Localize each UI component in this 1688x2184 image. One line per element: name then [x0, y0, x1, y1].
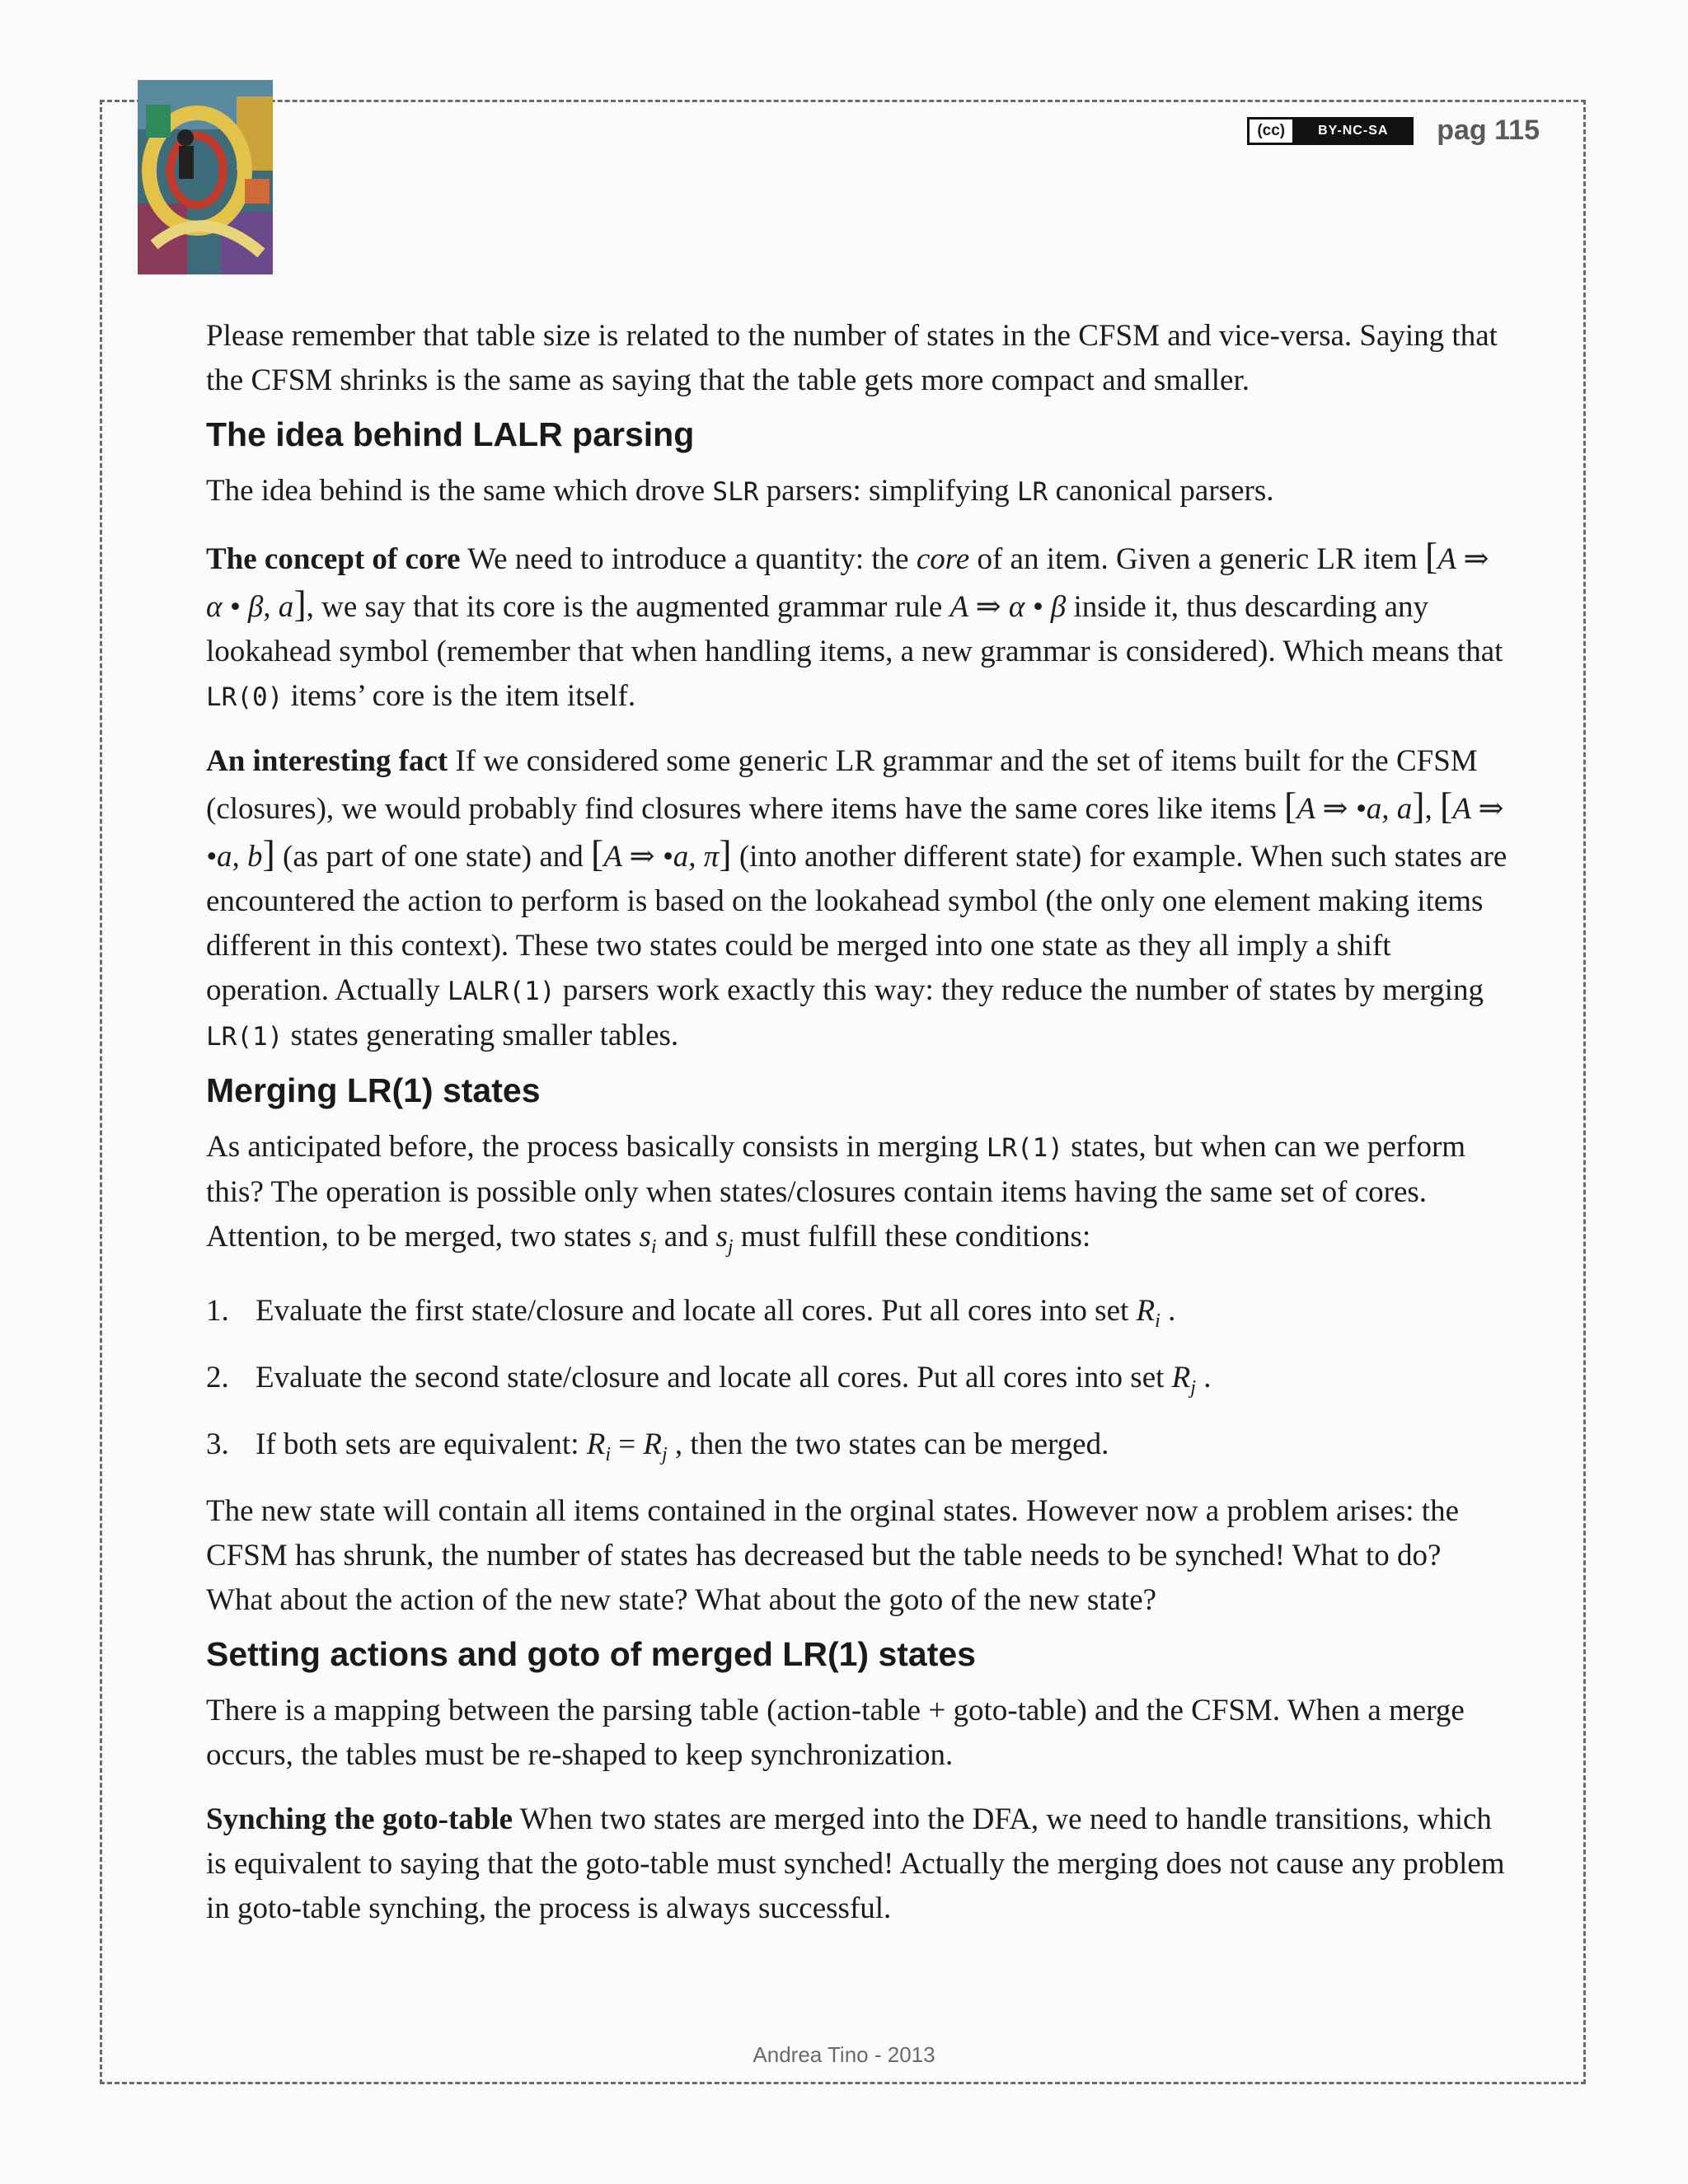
- list-item: 2. Evaluate the second state/closure and locate all cores. Put all cores into set $R_j$ .: [206, 1361, 1212, 1399]
- page-footer: Andrea Tino - 2013: [753, 2042, 935, 2067]
- page-body: [206, 314, 1512, 1931]
- cc-license-badge[interactable]: [1247, 117, 1414, 145]
- cover-artwork-image: [138, 80, 273, 274]
- item-formula: A ⇒ α • β, a: [206, 542, 1489, 624]
- core-concept-paragraph: The concept of core We need to introduce a quantity: the core of an item. Given a generic LR item [A ⇒ α • β, a], we say that its core is the augmented grammar rule A ⇒ α • β inside it, thus descarding any lookahead symbol (remember that when handling items, a new grammar is considered). Which means that LR(0) items’ core is the item itself.: [206, 535, 1503, 713]
- list-item: 3. If both sets are equivalent: $R_i = R_j$ , then the two states can be merged.: [206, 1427, 1109, 1465]
- heading-lalr-idea: The idea behind LALR parsing: [206, 415, 695, 453]
- intro-paragraph: Please remember that table size is related to the number of states in the CFSM and vice-versa. Saying that the CFSM shrinks is the same as saying that the table gets more compact and smaller.: [206, 319, 1498, 397]
- cc-license-type: BY-NC-SA: [1295, 120, 1411, 143]
- core-formula: A ⇒ α • β: [950, 590, 1067, 624]
- interesting-fact-paragraph: An interesting fact If we considered some generic LR grammar and the set of items built for the CFSM (closures), we would probably find closures where items have the same cores like items [A ⇒ •a, a], [A ⇒ •a, b] (as part of one state) and [A ⇒ •a, π] (into another different state) for example. When such states are encountered the action to perform is based on the lookahead symbol (the only one element making items different in this context). These two states could be merged into one state as they all imply a shift operation. Actually LALR(1) parsers work exactly this way: they reduce the number of states by merging LR(1) states generating smaller tables.: [206, 744, 1507, 1052]
- merge-conditions-list: [206, 1289, 1512, 1477]
- heading-merging-states: Merging LR(1) states: [206, 1071, 541, 1109]
- cc-icon: (cc): [1250, 120, 1295, 143]
- merging-paragraph: As anticipated before, the process basically consists in merging LR(1) states, but when can we perform this? The operation is possible only when states/closures contain items having the same set of cores. Attention, to be merged, two states $s_i$ and $s_j$ must fulfill these conditions:: [206, 1130, 1466, 1258]
- goto-synching-paragraph: Synching the goto-table When two states are merged into the DFA, we need to handle transitions, which is equivalent to saying that the goto-table must synched! Actually the merging does not cause any problem in goto-table synching, the process is always successful.: [206, 1802, 1505, 1925]
- new-state-paragraph: The new state will contain all items contained in the orginal states. However now a problem arises: the CFSM has shrunk, the number of states has decreased but the table needs to be synched! What to do? What about the action of the new state? What about the goto of the new state?: [206, 1494, 1459, 1617]
- mapping-paragraph: There is a mapping between the parsing table (action-table + goto-table) and the CFSM. When a merge occurs, the tables must be re-shaped to keep synchronization.: [206, 1694, 1465, 1772]
- page-header: [1247, 115, 1540, 147]
- list-item: 1. Evaluate the first state/closure and locate all cores. Put all cores into set $R_i$ .: [206, 1294, 1176, 1332]
- idea-paragraph: The idea behind is the same which drove SLR parsers: simplifying LR canonical parsers.: [206, 474, 1274, 508]
- page-number: pag 115: [1437, 115, 1540, 146]
- heading-setting-actions: Setting actions and goto of merged LR(1) states: [206, 1635, 976, 1673]
